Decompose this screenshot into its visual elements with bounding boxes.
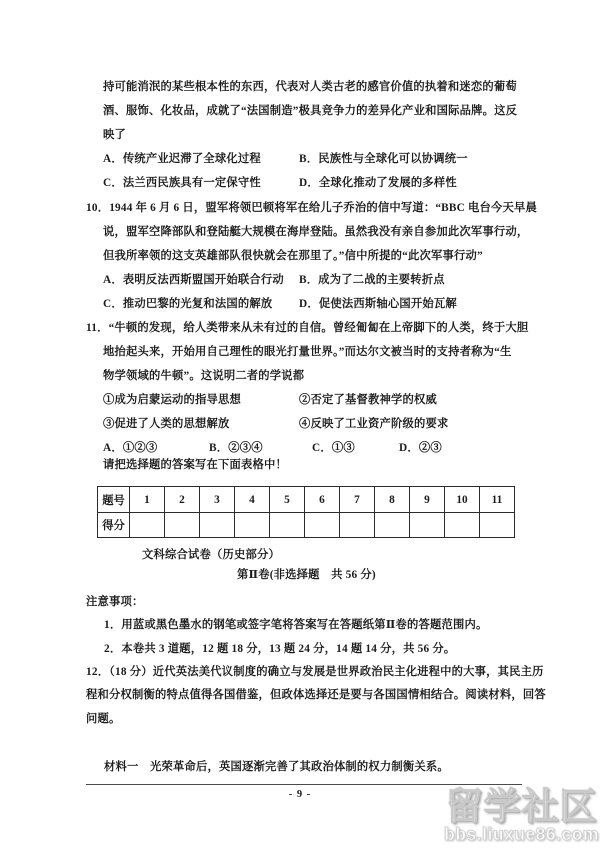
q10-option-a: A．表明反法西斯盟国开始联合行动 — [103, 274, 284, 286]
answer-table-qnum-3: 3 — [200, 487, 235, 513]
q11-numbered-item-3: ③促进了人类的思想解放 — [103, 418, 230, 430]
answer-table-qnum-5: 5 — [270, 487, 305, 513]
q11-option-d: D．②③ — [399, 442, 442, 454]
page-number: - 9 - — [288, 789, 312, 800]
watermark-title: 留学社区 — [445, 785, 598, 827]
part2-title: 第Ⅱ卷(非选择题 共 56 分) — [237, 569, 376, 581]
answer-table-score-cell-6 — [305, 513, 340, 538]
notice-item-2: 2．本卷共 3 道题，12 题 18 分，13 题 24 分，14 题 14 分，共 56 分。 — [104, 643, 456, 655]
answer-table-score-cell-11 — [480, 513, 515, 538]
q9-option-c: C．法兰西民族具有一定保守性 — [103, 177, 261, 189]
q12-material-1: 材料一 光荣革命后，英国逐渐完善了其政治体制的权力制衡关系。 — [104, 761, 449, 773]
answer-table — [97, 486, 515, 538]
q9-option-a: A．传统产业迟滞了全球化过程 — [103, 153, 261, 165]
q9-option-d: D．全球化推动了发展的多样性 — [299, 177, 457, 189]
subject-title: 文科综合试卷（历史部分） — [142, 549, 280, 561]
q10-text-line-3: 但我所率领的这支英雄部队很快就会在那里了。”信中所提的“此次军事行动” — [103, 250, 483, 262]
q9-text-line-1: 持可能消泯的某些根本性的东西，代表对人类古老的感官价值的执着和迷恋的葡萄 — [103, 81, 517, 93]
answer-table-qnum-10: 10 — [445, 487, 480, 513]
q11-option-b: B．②③④ — [209, 442, 263, 454]
answer-table-score-label: 得分 — [98, 513, 130, 538]
answer-table-score-cell-3 — [200, 513, 235, 538]
q11-numbered-item-1: ①成为启蒙运动的指导思想 — [103, 394, 241, 406]
q9-text-line-2: 酒、服饰、化妆品，成就了“法国制造”极具竞争力的差异化产业和国际品牌。这反 — [103, 105, 518, 117]
watermark-url: bbs.liuxue86.com — [444, 823, 599, 844]
answer-table-qnum-9: 9 — [410, 487, 445, 513]
answer-table-score-row — [98, 513, 515, 538]
q11-option-c: C．①③ — [312, 442, 355, 454]
q11-text-line-3: 物学领域的牛顿”。这说明二者的学说都 — [103, 370, 305, 382]
answer-table-score-cell-4 — [235, 513, 270, 538]
answer-table-qnum-6: 6 — [305, 487, 340, 513]
q9-option-b: B．民族性与全球化可以协调统一 — [299, 153, 468, 165]
q10-text-line-2: 说，盟军空降部队和登陆艇大规模在海岸登陆。虽然我没有亲自参加此次军事行动， — [103, 226, 529, 238]
answer-table-qnum-1: 1 — [130, 487, 165, 513]
q11-numbered-item-4: ④反映了工业资产阶级的要求 — [299, 418, 449, 430]
answer-table-score-cell-7 — [340, 513, 375, 538]
q10-option-c: C．推动巴黎的光复和法国的解放 — [103, 298, 273, 310]
q10-text-line-1: 10．1944 年 6 月 6 日，盟军将领巴顿将军在给儿子乔治的信中写道：“BBC 电台今天早晨 — [86, 202, 538, 214]
q10-option-b: B．成为了二战的主要转折点 — [299, 274, 445, 286]
footer-divider — [86, 784, 522, 785]
watermark — [444, 785, 599, 844]
answer-table-instruction: 请把选择题的答案写在下面表格中！ — [103, 459, 287, 471]
answer-table-score-cell-5 — [270, 513, 305, 538]
q12-text-line-3: 问题。 — [86, 713, 121, 725]
answer-table-score-cell-10 — [445, 513, 480, 538]
answer-table-qnum-7: 7 — [340, 487, 375, 513]
answer-table-score-cell-1 — [130, 513, 165, 538]
q11-numbered-item-2: ②否定了基督教神学的权威 — [299, 394, 437, 406]
answer-table-qnum-11: 11 — [480, 487, 515, 513]
answer-table-qnum-4: 4 — [235, 487, 270, 513]
q11-text-line-2: 地抬起头来，开始用自己理性的眼光打量世界。”而达尔文被当时的支持者称为“生 — [103, 346, 512, 358]
q12-text-line-1: 12．（18 分）近代英法美代议制度的确立与发展是世界政治民主化进程中的大事，其民主历 — [86, 666, 544, 678]
notice-title: 注意事项： — [86, 596, 144, 608]
notice-item-1: 1．用蓝或黑色墨水的钢笔或签字笔将答案写在答题纸第Ⅱ卷的答题范围内。 — [104, 619, 488, 631]
q11-option-a: A．①②③ — [103, 442, 158, 454]
answer-table-score-cell-9 — [410, 513, 445, 538]
q12-text-line-2: 程和分权制衡的特点值得各国借鉴，但政体选择还是要与各国国情相结合。阅读材料，回答 — [86, 689, 546, 701]
answer-table-qnum-2: 2 — [165, 487, 200, 513]
answer-table-header-label: 题号 — [98, 487, 130, 513]
q10-option-d: D．促使法西斯轴心国开始瓦解 — [299, 298, 457, 310]
q11-text-line-1: 11．“牛顿的发现，给人类带来从未有过的自信。曾经匍匐在上帝脚下的人类，终于大胆 — [86, 322, 529, 334]
answer-table-qnum-8: 8 — [375, 487, 410, 513]
q9-text-line-3: 映了 — [103, 129, 126, 141]
answer-table-number-row — [98, 487, 515, 513]
answer-table-score-cell-8 — [375, 513, 410, 538]
answer-table-score-cell-2 — [165, 513, 200, 538]
